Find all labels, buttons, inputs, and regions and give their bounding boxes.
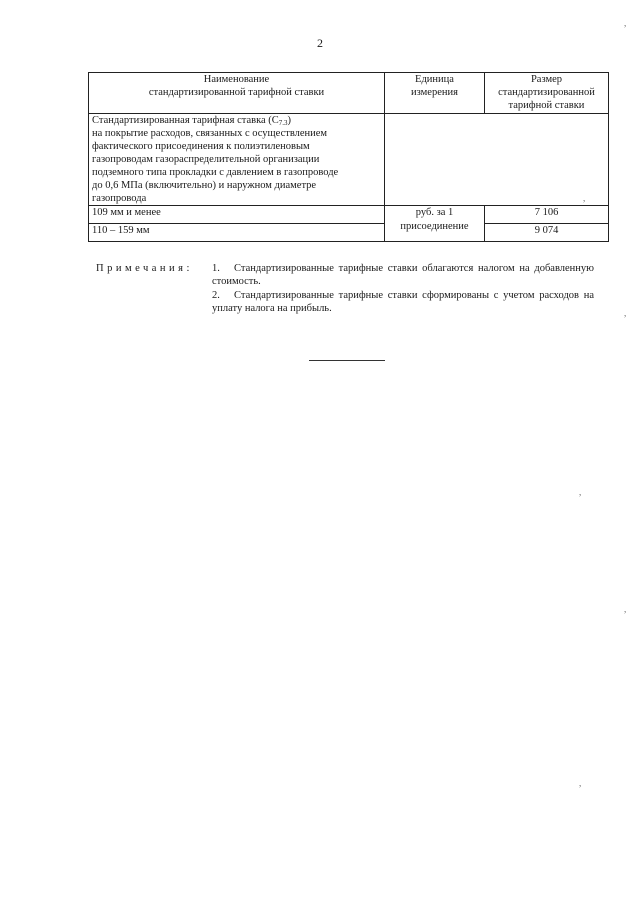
rate-title bbox=[92, 114, 381, 127]
header-name-line1: Наименование bbox=[203, 74, 270, 85]
scan-speck: , bbox=[624, 604, 627, 614]
note-item bbox=[212, 262, 594, 288]
header-unit bbox=[385, 73, 485, 114]
note-item bbox=[212, 289, 594, 315]
rate-description bbox=[89, 114, 385, 206]
table-header-row bbox=[89, 73, 609, 114]
note-text: Стандартизированные тарифные ставки облагаются налогом на добавленную стоимость. bbox=[212, 263, 594, 287]
unit-line2: присоединение bbox=[400, 221, 469, 232]
value-cell: 9 074 bbox=[485, 224, 609, 242]
description-row bbox=[89, 114, 609, 206]
rate-desc-line: до 0,6 МПа (включительно) и наружном диаметре bbox=[92, 180, 317, 191]
table-row bbox=[89, 224, 609, 242]
value-cell: 7 106 bbox=[485, 206, 609, 224]
note-text: Стандартизированные тарифные ставки сформированы с учетом расходов на уплату налога на прибыль. bbox=[212, 290, 594, 314]
header-name-line2: стандартизированной тарифной ставки bbox=[148, 87, 325, 98]
end-divider bbox=[309, 360, 385, 361]
scan-speck: , bbox=[579, 487, 582, 497]
notes-label: Примечания: bbox=[96, 263, 193, 274]
header-size bbox=[485, 73, 609, 114]
rate-desc-line: газопроводам газораспределительной организации bbox=[92, 154, 320, 165]
tariff-table bbox=[88, 72, 609, 242]
scan-speck: , bbox=[624, 18, 627, 28]
scan-speck: , bbox=[579, 778, 582, 788]
header-size-line1: Размер bbox=[530, 74, 563, 85]
rate-title-subscript: 7.3 bbox=[278, 119, 288, 127]
page-number: 2 bbox=[317, 36, 323, 50]
unit-line1: руб. за 1 bbox=[415, 207, 454, 218]
rate-title-prefix: Стандартизированная тарифная ставка (С bbox=[92, 115, 279, 126]
table-row bbox=[89, 206, 609, 224]
rate-desc-line: фактического присоединения к полиэтиленовым bbox=[92, 141, 310, 152]
scan-speck: , bbox=[624, 308, 627, 318]
diameter-cell: 110 – 159 мм bbox=[89, 224, 385, 242]
header-size-line3: тарифной ставки bbox=[508, 100, 585, 111]
note-number: 2. bbox=[212, 290, 220, 301]
rate-title-suffix: ) bbox=[287, 115, 292, 126]
scan-speck: , bbox=[583, 193, 586, 203]
note-number: 1. bbox=[212, 263, 220, 274]
rate-desc-line: газопровода bbox=[92, 193, 147, 204]
notes-list bbox=[212, 262, 594, 316]
description-blank-cell bbox=[385, 114, 609, 206]
rate-desc-line: подземного типа прокладки с давлением в газопроводе bbox=[92, 167, 339, 178]
unit-cell bbox=[385, 206, 485, 242]
header-unit-line2: измерения bbox=[411, 87, 458, 98]
diameter-cell: 109 мм и менее bbox=[89, 206, 385, 224]
header-unit-line1: Единица bbox=[415, 74, 454, 85]
header-size-line2: стандартизированной bbox=[498, 87, 595, 98]
header-name bbox=[89, 73, 385, 114]
rate-desc-line: на покрытие расходов, связанных с осуществлением bbox=[92, 128, 328, 139]
